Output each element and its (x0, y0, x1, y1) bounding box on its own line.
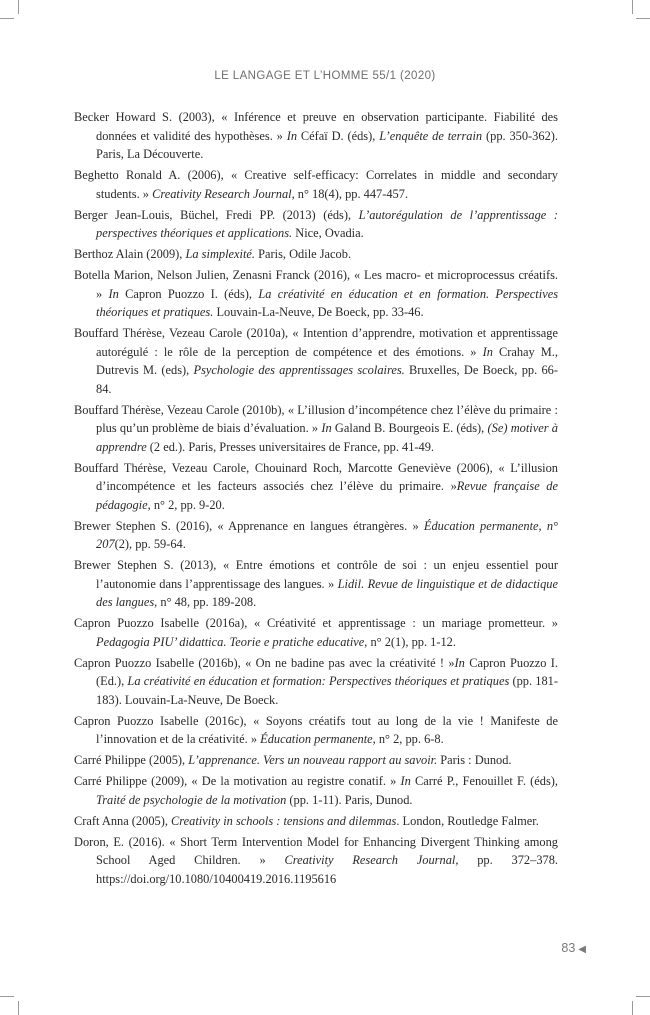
reference-italic-text: Pedagogia PIU’ didattica. Teorie e pratiche educative, (96, 634, 368, 649)
reference-italic-text: L’apprenance. Vers un nouveau rapport au savoir. (188, 753, 438, 767)
reference-text: Capron Puozzo I. (Ed.), (96, 655, 558, 688)
reference-text: Louvain-La-Neuve, De Boeck, pp. 33-46. (213, 305, 424, 319)
reference-entry (74, 459, 558, 515)
reference-text: Berthoz Alain (2009), (74, 247, 186, 261)
reference-entry (74, 108, 558, 164)
page-number: 83 (561, 941, 576, 955)
reference-entry (74, 266, 558, 322)
reference-entry (74, 324, 558, 398)
reference-entry (74, 166, 558, 203)
reference-text: (pp. 1-11). Paris, Dunod. (286, 792, 413, 807)
reference-text: Becker Howard S. (2003), « Inférence et preuve en observation participante. Fiabilité des données et validité des hypothèses. » (74, 110, 558, 143)
reference-text: Capron Puozzo Isabelle (2016a), « Créativité et apprentissage : un mariage prometteur. » (74, 616, 558, 630)
reference-text: Craft Anna (2005), (74, 813, 172, 828)
reference-italic-text: La créativité en éducation et en formation. Perspectives théoriques et pratiques. (96, 286, 559, 319)
reference-entry (74, 517, 558, 554)
reference-text: (2), pp. 59-64. (114, 537, 186, 551)
reference-italic-text: L’enquête de terrain (379, 128, 483, 143)
reference-text: (pp. 181-183). Louvain-La-Neuve, De Boeck. (96, 674, 558, 707)
reference-italic-text: Creativity Research Journal, (152, 186, 295, 201)
reference-text: Doron, E. (2016). « Short Term Intervention Model for Enhancing Divergent Thinking among School Aged Children. » (74, 834, 558, 867)
reference-text: , n° 2, pp. 9-20. (147, 497, 225, 512)
reference-text: Capron Puozzo Isabelle (2016b), « On ne badine pas avec la créativité ! » (74, 655, 455, 670)
reference-text: n° 2(1), pp. 1-12. (367, 634, 456, 649)
reference-entry (74, 812, 558, 831)
reference-list (74, 108, 558, 891)
crop-mark (18, 1001, 19, 1015)
reference-entry (74, 245, 558, 264)
reference-text: , n° 2, pp. 6-8. (372, 732, 444, 746)
reference-italic-text: Creativity Research Journal, (284, 853, 459, 867)
reference-text: Galand B. Bourgeois E. (éds), (331, 421, 488, 435)
reference-entry (74, 772, 558, 809)
page-marker-icon: ◀ (578, 944, 586, 955)
reference-text: Capron Puozzo I. (éds), (118, 286, 259, 301)
reference-text: (pp. 350-362). Paris, La Découverte. (96, 128, 558, 161)
reference-italic-text: Psychologie des apprentissages scolaires. (193, 363, 405, 377)
reference-entry (74, 751, 558, 770)
reference-italic-text: In (454, 655, 465, 670)
running-header: LE LANGAGE ET L’HOMME 55/1 (2020) (214, 70, 436, 82)
reference-text: Paris : Dunod. (437, 753, 512, 767)
reference-text: Nice, Ovadia. (292, 226, 364, 240)
reference-entry (74, 654, 558, 710)
reference-text: Carré P., Fenouillet F. (éds), (410, 774, 558, 788)
reference-entry (74, 206, 558, 243)
reference-text: n° 18(4), pp. 447-457. (294, 186, 409, 201)
reference-text: Brewer Stephen S. (2013), « Entre émotions et contrôle de soi : un enjeu essentiel pour l’autonomie dans l’apprentissage des langues. » (74, 558, 558, 591)
reference-italic-text: (Se) motiver à apprendre (96, 421, 559, 454)
reference-italic-text: Lidil. Revue de linguistique et de didactique des langues (96, 576, 558, 609)
reference-italic-text: In (286, 128, 298, 143)
reference-text: Crahay M., Dutrevis M. (eds), (96, 344, 558, 377)
reference-italic-text: Éducation permanente (260, 732, 373, 746)
crop-mark (632, 0, 633, 14)
reference-text: , n° 48, pp. 189-208. (154, 595, 257, 609)
reference-italic-text: In (482, 344, 493, 359)
reference-entry (74, 833, 558, 889)
reference-italic-text: L’autorégulation de l’apprentissage : perspectives théoriques et applications. (96, 207, 558, 240)
reference-text: Beghetto Ronald A. (2006), « Creative self-efficacy: Correlates in middle and secondary students. » (74, 168, 558, 201)
reference-text: Bouffard Thérèse, Vezeau Carole, Chouinard Roch, Marcotte Geneviève (2006), « L’illusion d’incompétence et les facteurs associés chez l’élève du primaire. » (74, 460, 558, 493)
reference-text: Berger Jean-Louis, Büchel, Fredi PP. (2013) (éds), (74, 207, 359, 222)
reference-italic-text: Creativity in schools : tensions and dilemmas (171, 813, 397, 828)
reference-text: Bouffard Thérèse, Vezeau Carole (2010b), « L’illusion d’incompétence chez l’élève du primaire : plus qu’un problème de biais d’évaluation. » (74, 402, 558, 435)
reference-text: Botella Marion, Nelson Julien, Zenasni Franck (2016), « Les macro- et microprocessus créatifs. » (74, 268, 558, 301)
reference-text: Brewer Stephen S. (2016), « Apprenance en langues étrangères. » (74, 518, 424, 533)
reference-italic-text: Éducation permanente, n° 207 (96, 518, 558, 551)
reference-entry (74, 401, 558, 457)
reference-text: Céfaï D. (éds), (297, 128, 380, 143)
reference-italic-text: Revue française de pédagogie (96, 479, 558, 512)
reference-text: pp. 372–378. https://doi.org/10.1080/10400419.2016.1195616 (96, 853, 558, 886)
reference-italic-text: In (321, 421, 332, 435)
reference-text: Bouffard Thérèse, Vezeau Carole (2010a), « Intention d’apprendre, motivation et apprentissage autorégulé : le rôle de la perception de compétence et des émotions. » (74, 326, 558, 359)
reference-text: Carré Philippe (2005), (74, 753, 189, 767)
reference-text: (2 ed.). Paris, Presses universitaires de France, pp. 41-49. (146, 439, 435, 454)
crop-mark (636, 18, 650, 19)
crop-mark (0, 18, 14, 19)
reference-text: Paris, Odile Jacob. (255, 247, 352, 261)
reference-italic-text: La simplexité. (185, 247, 256, 261)
reference-italic-text: In (400, 774, 411, 788)
reference-italic-text: In (108, 286, 119, 301)
page-footer (561, 941, 586, 955)
reference-text: Carré Philippe (2009), « De la motivation au registre conatif. » (74, 774, 401, 788)
reference-text: Bruxelles, De Boeck, pp. 66-84. (96, 363, 558, 396)
reference-entry (74, 556, 558, 612)
reference-entry (74, 614, 558, 651)
reference-text: Capron Puozzo Isabelle (2016c), « Soyons créatifs tout au long de la vie ! Manifeste de l’innovation et de la créativité. » (74, 713, 558, 746)
reference-italic-text: La créativité en éducation et formation: Perspectives théoriques et pratiques (127, 674, 510, 688)
reference-text: . London, Routledge Falmer. (396, 813, 539, 828)
reference-entry (74, 712, 558, 749)
crop-mark (18, 0, 19, 14)
reference-italic-text: Traité de psychologie de la motivation (96, 792, 287, 807)
crop-mark (0, 996, 14, 997)
crop-mark (632, 1001, 633, 1015)
crop-mark (636, 996, 650, 997)
